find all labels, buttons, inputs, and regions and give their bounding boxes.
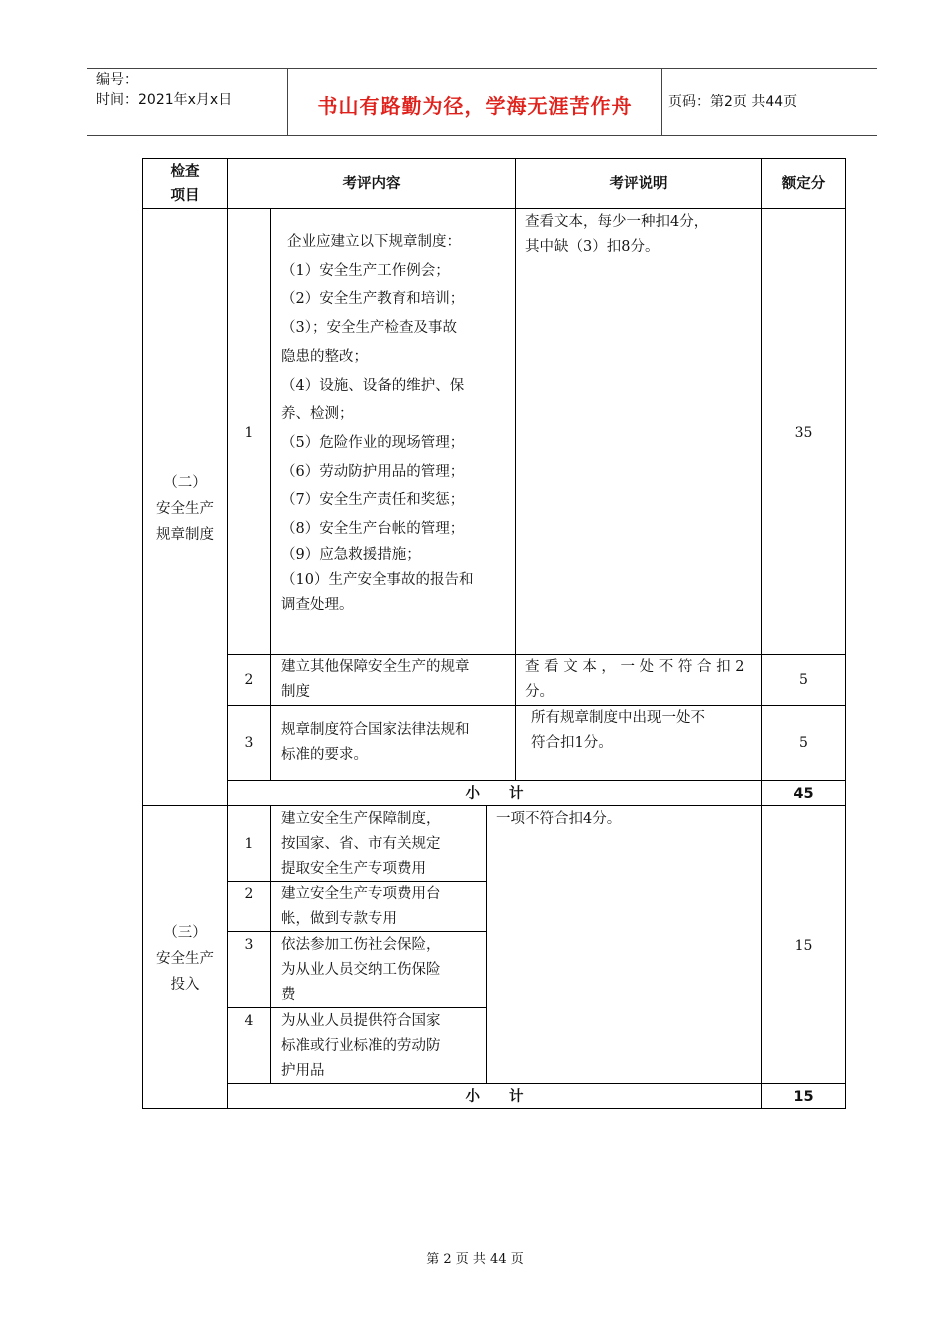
- row-number: 1: [244, 425, 254, 441]
- content-line: （5）危险作业的现场管理；: [281, 434, 465, 451]
- table-border: [845, 158, 846, 1109]
- content-line: （1）安全生产工作例会；: [281, 262, 450, 279]
- row-number: 2: [244, 886, 254, 902]
- section3-explanation: 一项不符合扣4分。: [496, 811, 622, 827]
- section2-row2-explanation: [525, 655, 759, 705]
- content-line: 依法参加工伤社会保险，: [281, 937, 441, 953]
- section3-name: [143, 920, 227, 998]
- content-line: 标准的要求。: [281, 747, 368, 763]
- content-line: （10）生产安全事故的报告和: [281, 571, 474, 588]
- explanation-line: 查看文本，每少一种扣4分，: [525, 214, 709, 230]
- header-top-rule: [87, 68, 877, 69]
- content-line: 建立安全生产专项费用台: [281, 886, 441, 902]
- header-motto: 书山有路勤为径，学海无涯苦作舟: [317, 94, 633, 118]
- row-number: 3: [244, 937, 254, 953]
- content-line: 制度: [281, 684, 310, 700]
- section3-name-line: 安全生产: [156, 951, 214, 967]
- row-score: 5: [799, 735, 808, 751]
- section2-name: [143, 470, 227, 548]
- content-line: 调查处理。: [281, 596, 354, 613]
- section2-row3-content: [281, 718, 513, 768]
- page-info: 页码：第2页 共44页: [668, 94, 798, 110]
- row-number: 3: [244, 735, 254, 751]
- explanation-line: 其中缺（3）扣8分。: [525, 239, 660, 255]
- content-line: 隐患的整改；: [281, 348, 368, 365]
- row-score: 5: [799, 672, 808, 688]
- header-bottom-rule: [87, 135, 877, 136]
- subtotal-label: 小 计: [465, 1089, 524, 1105]
- subtotal-value: 15: [793, 1089, 814, 1105]
- content-line: 费: [281, 987, 296, 1003]
- section3-name-line: 投入: [170, 977, 200, 993]
- content-line: （8）安全生产台帐的管理；: [281, 521, 465, 538]
- section2-row1-content: [281, 228, 513, 616]
- section3-row1-content: [281, 807, 485, 882]
- header-item-text: 检查项目: [170, 164, 200, 204]
- section2-name-line: （二）: [163, 475, 207, 491]
- section2-row2-content: [281, 655, 513, 705]
- content-line: （2）安全生产教育和培训；: [281, 291, 465, 308]
- section2-row1-explanation: [525, 210, 759, 260]
- table-rule: [228, 780, 846, 781]
- table-rule: [270, 805, 271, 1083]
- subtotal-label: 小 计: [465, 786, 524, 802]
- subtotal-value: 45: [793, 786, 814, 802]
- content-line: （6）劳动防护用品的管理；: [281, 463, 465, 480]
- row-number: 4: [244, 1013, 254, 1029]
- section2-row3-explanation: [531, 706, 759, 756]
- section3-row4-content: [281, 1009, 485, 1084]
- content-line: 提取安全生产专项费用: [281, 861, 426, 877]
- content-line: 标准或行业标准的劳动防: [281, 1038, 441, 1054]
- table-rule: [227, 158, 228, 1109]
- content-line: 建立安全生产保障制度，: [281, 811, 441, 827]
- table-rule: [270, 208, 271, 781]
- row-score: 35: [794, 425, 813, 441]
- content-line: 护用品: [281, 1063, 325, 1079]
- date-line: 时间：2021年x月x日: [96, 92, 233, 108]
- header-content: 考评内容: [342, 176, 401, 192]
- section2-name-line: 安全生产: [156, 501, 214, 517]
- header-score: 额定分: [781, 176, 826, 192]
- table-rule: [761, 158, 762, 1109]
- explanation-line: 符合扣1分。: [531, 735, 613, 751]
- explanation-line: 所有规章制度中出现一处不: [531, 710, 705, 726]
- table-rule: [486, 805, 487, 1083]
- explanation-line: 查 看 文 本 ， 一 处 不 符 合 扣 2: [525, 659, 745, 675]
- content-line: （3）；安全生产检查及事故: [281, 320, 457, 337]
- content-line: （4）设施、设备的维护、保: [281, 377, 465, 394]
- content-line: 企业应建立以下规章制度：: [287, 234, 461, 250]
- content-line: 帐，做到专款专用: [281, 911, 397, 927]
- header-divider: [661, 68, 662, 136]
- table-rule: [142, 208, 846, 209]
- content-line: 为从业人员交纳工伤保险: [281, 962, 441, 978]
- content-line: 为从业人员提供符合国家: [281, 1013, 441, 1029]
- content-line: 按国家、省、市有关规定: [281, 836, 441, 852]
- content-line: （7）安全生产责任和奖惩；: [281, 492, 465, 509]
- table-rule: [515, 158, 516, 781]
- row-number: 2: [244, 672, 254, 688]
- content-line: 养、检测；: [281, 406, 354, 423]
- header-item: [143, 159, 227, 208]
- content-line: 规章制度符合国家法律法规和: [281, 722, 470, 738]
- table-border: [142, 158, 846, 159]
- section3-row3-content: [281, 933, 485, 1008]
- header-divider: [287, 68, 288, 136]
- serial-label: 编号：: [96, 72, 138, 88]
- page-footer: 第 2 页 共 44 页: [426, 1252, 524, 1267]
- explanation-line: 分。: [525, 684, 554, 700]
- content-line: 建立其他保障安全生产的规章: [281, 659, 470, 675]
- section2-name-line: 规章制度: [156, 527, 214, 543]
- section3-name-line: （三）: [163, 925, 207, 941]
- row-score: 15: [794, 938, 813, 954]
- row-number: 1: [244, 836, 254, 852]
- content-line: （9）应急救援措施；: [281, 546, 421, 563]
- header-explanation: 考评说明: [609, 176, 668, 192]
- section3-row2-content: [281, 882, 485, 932]
